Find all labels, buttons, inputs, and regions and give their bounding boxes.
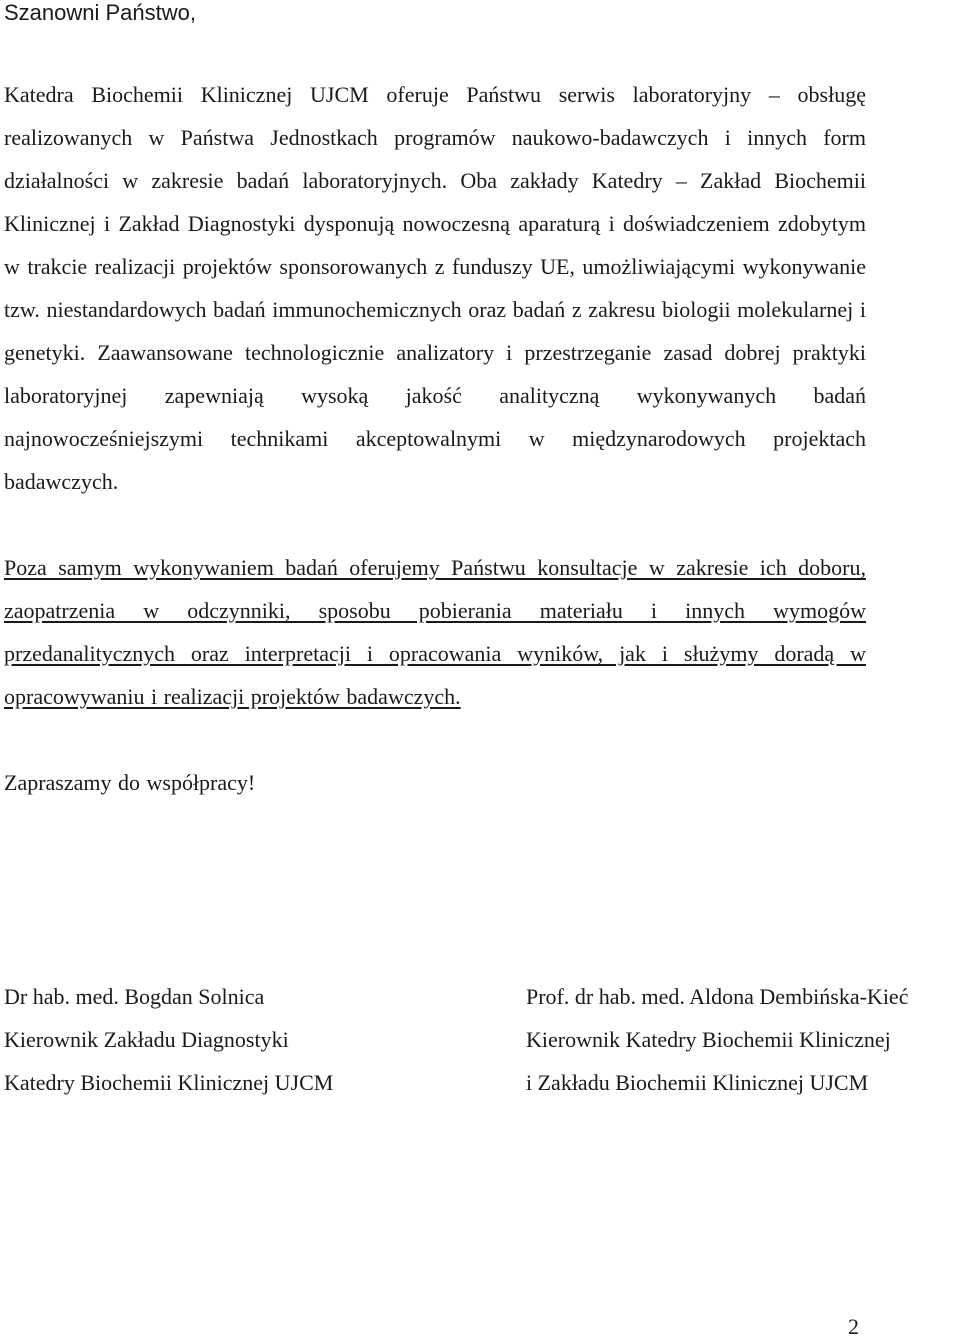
signature-right bbox=[526, 975, 908, 1104]
signature-left bbox=[4, 975, 333, 1104]
signature-left-unit: Katedry Biochemii Klinicznej UJCM bbox=[4, 1070, 334, 1095]
offer-paragraph: Katedra Biochemii Klinicznej UJCM oferuje Państwu serwis laboratoryjny – obsługę realizowanych w Państwa Jednostkach programów naukowo-badawczych i innych form działalności w zakresie badań laboratoryjnych. Oba zakłady Katedry – Zakład Biochemii Klinicznej i Zakład Diagnostyki dysponują nowoczesną aparaturą i doświadczeniem zdobytym w trakcie realizacji projektów sponsorowanych z funduszy UE, umożliwiającymi wykonywanie tzw. niestandardowych badań immunochemicznych oraz badań z zakresu biologii molekularnej i genetyki. Zaawansowane technologicznie analizatory i przestrzeganie zasad dobrej praktyki laboratoryjnej zapewniają wysoką jakość analityczną wykonywanych badań najnowocześniejszymi technikami akceptowalnymi w międzynarodowych projektach badawczych. bbox=[4, 82, 866, 494]
consulting-paragraph: Poza samym wykonywaniem badań oferujemy Państwu konsultacje w zakresie ich doboru, zaopatrzenia w odczynniki, sposobu pobierania materiału i innych wymogów przedanalitycznych oraz interpretacji i opracowania wyników, jak i służymy doradą w opracowywaniu i realizacji projektów badawczych. bbox=[4, 555, 866, 709]
invitation-line: Zapraszamy do współpracy! bbox=[4, 770, 256, 795]
signature-left-name: Dr hab. med. Bogdan Solnica bbox=[4, 984, 265, 1009]
page-number: 2 bbox=[848, 1314, 859, 1339]
greeting: Szanowni Państwo, bbox=[4, 0, 196, 25]
signature-left-role: Kierownik Zakładu Diagnostyki bbox=[4, 1027, 289, 1052]
signature-right-unit: i Zakładu Biochemii Klinicznej UJCM bbox=[526, 1070, 869, 1095]
signature-right-name: Prof. dr hab. med. Aldona Dembińska-Kieć bbox=[526, 984, 909, 1009]
signature-right-role: Kierownik Katedry Biochemii Klinicznej bbox=[526, 1027, 891, 1052]
